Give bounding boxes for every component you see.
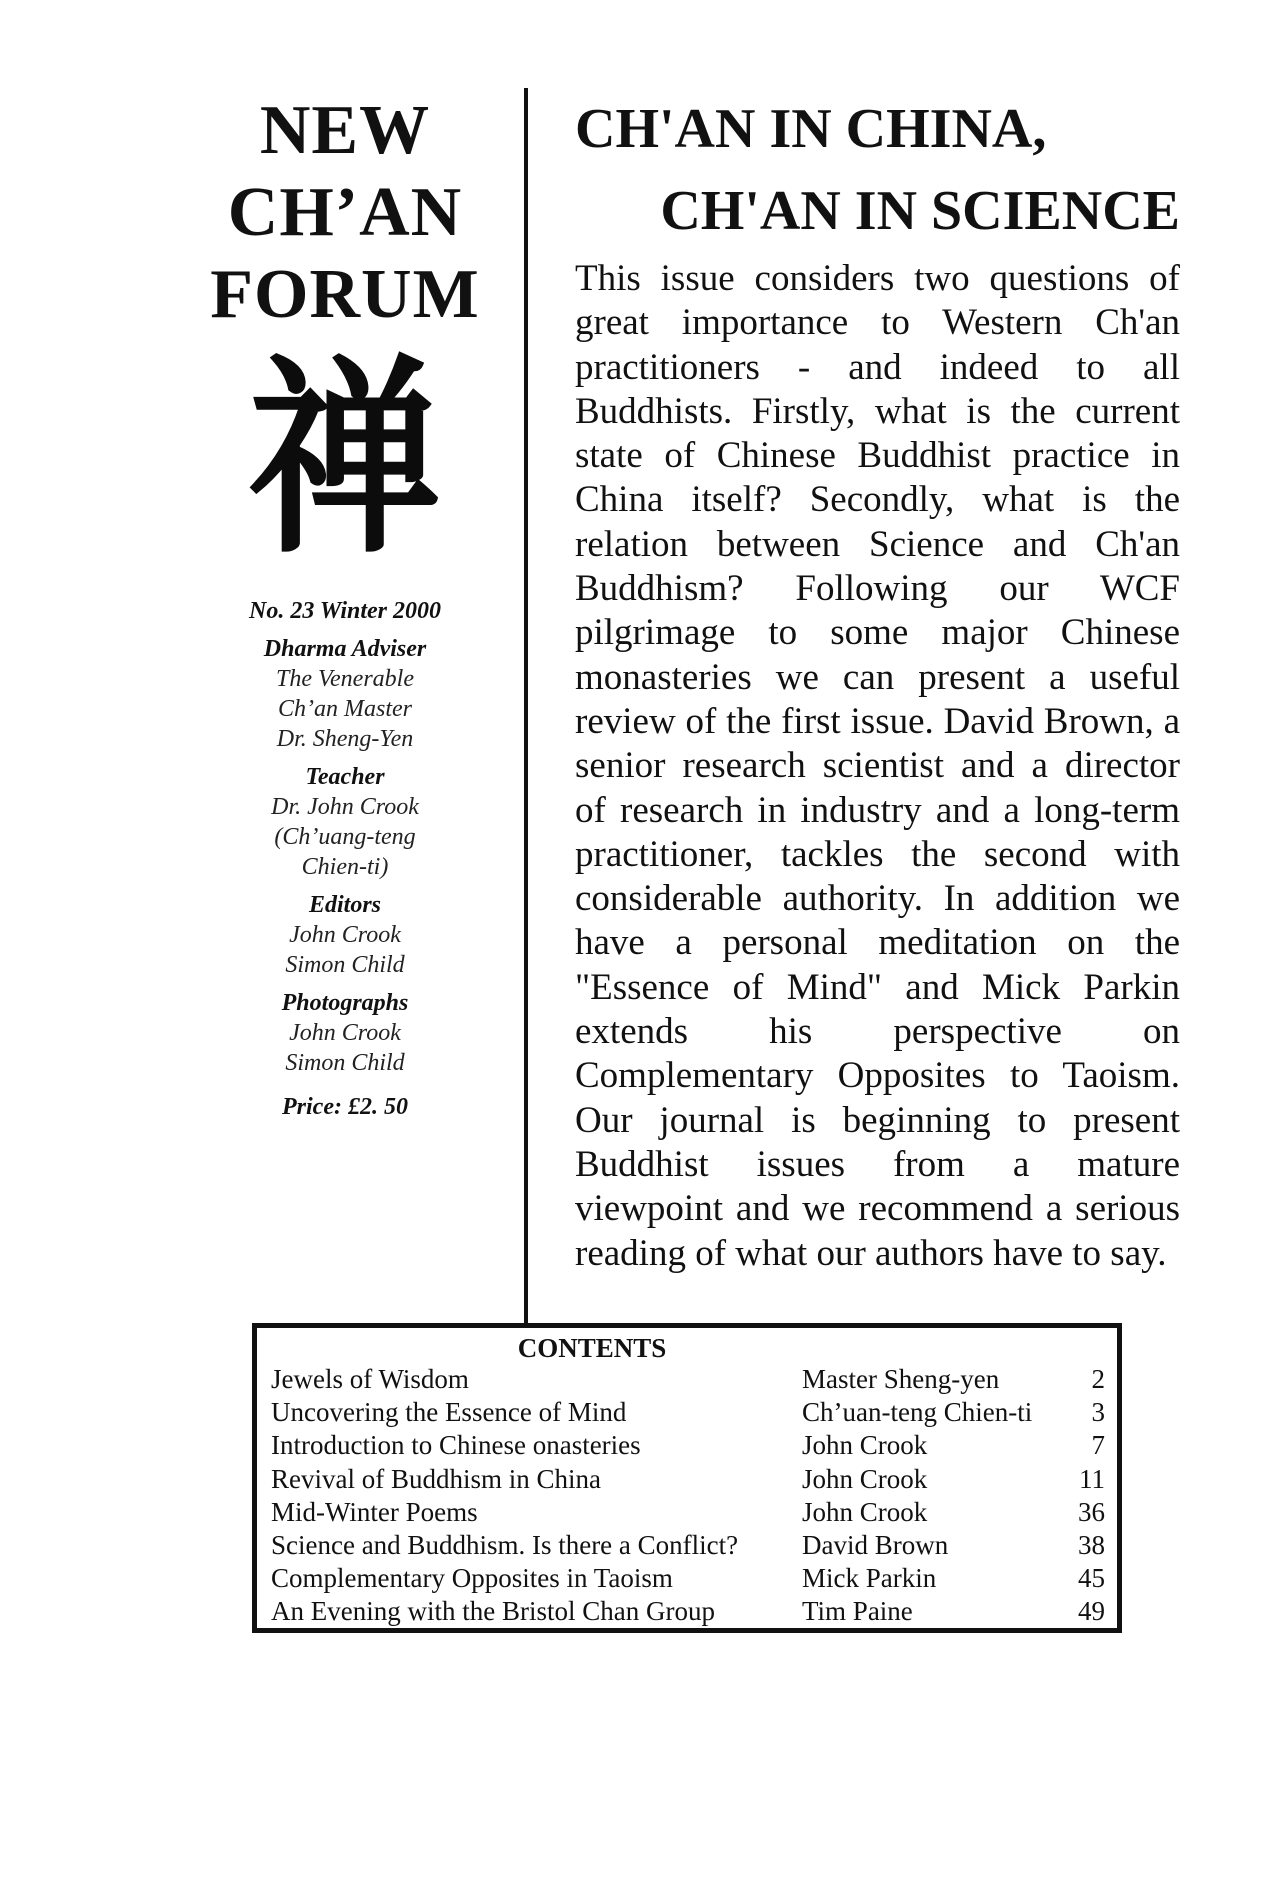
credit-heading: Photographs xyxy=(281,990,409,1016)
credit-photographs xyxy=(180,988,510,1078)
credit-line: John Crook xyxy=(289,922,401,948)
contents-page-number: 2 xyxy=(1091,1364,1105,1394)
contents-article-title: Introduction to Chinese onasteries xyxy=(271,1430,641,1461)
contents-row[interactable] xyxy=(271,1529,1105,1562)
credit-teacher xyxy=(180,762,510,882)
contents-title: CONTENTS xyxy=(517,1333,667,1363)
credit-line: Chien-ti) xyxy=(301,854,389,880)
credit-heading: Teacher xyxy=(305,764,385,790)
credit-line: Dr. Sheng-Yen xyxy=(276,726,414,752)
contents-page-number: 11 xyxy=(1079,1463,1105,1494)
issue-number: No. 23 Winter 2000 xyxy=(248,598,442,624)
contents-article-title: An Evening with the Bristol Chan Group xyxy=(271,1596,715,1627)
contents-row[interactable] xyxy=(271,1595,1105,1628)
column-divider xyxy=(524,88,528,1328)
contents-box xyxy=(252,1323,1122,1633)
contents-list xyxy=(271,1363,1105,1629)
credit-line: (Ch’uang-teng xyxy=(274,824,416,850)
contents-article-title: Uncovering the Essence of Mind xyxy=(271,1397,627,1428)
contents-article-title: Revival of Buddhism in China xyxy=(271,1463,601,1494)
contents-row[interactable] xyxy=(271,1429,1105,1462)
credit-editors xyxy=(180,890,510,980)
credit-line: Ch’an Master xyxy=(278,696,412,722)
contents-article-title: Science and Buddhism. Is there a Conflict? xyxy=(271,1530,739,1561)
contents-article-title: Mid-Winter Poems xyxy=(271,1496,478,1527)
credit-line: Simon Child xyxy=(285,952,405,978)
contents-author: Tim Paine xyxy=(802,1596,913,1627)
contents-page-number: 36 xyxy=(1078,1496,1105,1527)
contents-row[interactable] xyxy=(271,1496,1105,1529)
contents-author: Mick Parkin xyxy=(802,1563,937,1594)
masthead-line-3: FORUM xyxy=(210,256,480,333)
contents-page-number: 3 xyxy=(1091,1397,1105,1428)
masthead-line-1: NEW xyxy=(259,92,431,169)
contents-author: David Brown xyxy=(802,1530,949,1561)
headline-line-1: CH'AN IN CHINA, xyxy=(575,98,1047,160)
editorial-body: This issue considers two questions of great importance to Western Ch'an practitioners - and indeed to all Buddhists. Firstly, what is the current state of Chinese Buddhist practice in China itself? Secondly, what is the relation between Science and Ch'an Buddhism? Following our WCF pilgrimage to some major Chinese monasteries we can present a useful review of the first issue. David Brown, a senior research scientist and a director of research in industry and a long-term practitioner, tackles the second with considerable authority. In addition we have a personal meditation on the "Essence of Mind" and Mick Parkin extends his perspective on Complementary Opposites to Taoism. Our journal is beginning to present Buddhist issues from a mature viewpoint and we recommend a serious reading of what our authors have to say. xyxy=(575,258,1180,1274)
credit-line: Simon Child xyxy=(285,1050,405,1076)
contents-article-title: Jewels of Wisdom xyxy=(271,1364,469,1394)
price: Price: £2. 50 xyxy=(282,1094,408,1120)
credit-dharma-adviser xyxy=(180,634,510,754)
contents-author: Master Sheng-yen xyxy=(802,1364,1000,1394)
credit-line: The Venerable xyxy=(276,666,414,692)
contents-page-number: 38 xyxy=(1078,1530,1105,1561)
credit-line: John Crook xyxy=(289,1020,401,1046)
credit-heading: Dharma Adviser xyxy=(263,636,427,662)
contents-row[interactable] xyxy=(271,1396,1105,1429)
contents-author: John Crook xyxy=(802,1496,928,1527)
chan-calligraphy-logo: 禅 xyxy=(248,337,442,582)
masthead-column xyxy=(180,90,510,1122)
editorial-column xyxy=(575,95,1180,1276)
contents-row[interactable] xyxy=(271,1562,1105,1595)
contents-author: John Crook xyxy=(802,1463,928,1494)
contents-author: Ch’uan-teng Chien-ti xyxy=(802,1397,1033,1428)
credit-heading: Editors xyxy=(308,892,382,918)
contents-author: John Crook xyxy=(802,1430,928,1461)
contents-row[interactable] xyxy=(271,1463,1105,1496)
contents-row[interactable] xyxy=(271,1363,1105,1396)
contents-page-number: 45 xyxy=(1078,1563,1105,1594)
contents-page-number: 7 xyxy=(1091,1430,1105,1461)
headline-line-2: CH'AN IN SCIENCE xyxy=(660,180,1180,242)
contents-page-number: 49 xyxy=(1078,1596,1105,1627)
masthead-line-2: CH’AN xyxy=(227,174,463,251)
credit-line: Dr. John Crook xyxy=(271,794,419,820)
contents-article-title: Complementary Opposites in Taoism xyxy=(271,1563,673,1594)
